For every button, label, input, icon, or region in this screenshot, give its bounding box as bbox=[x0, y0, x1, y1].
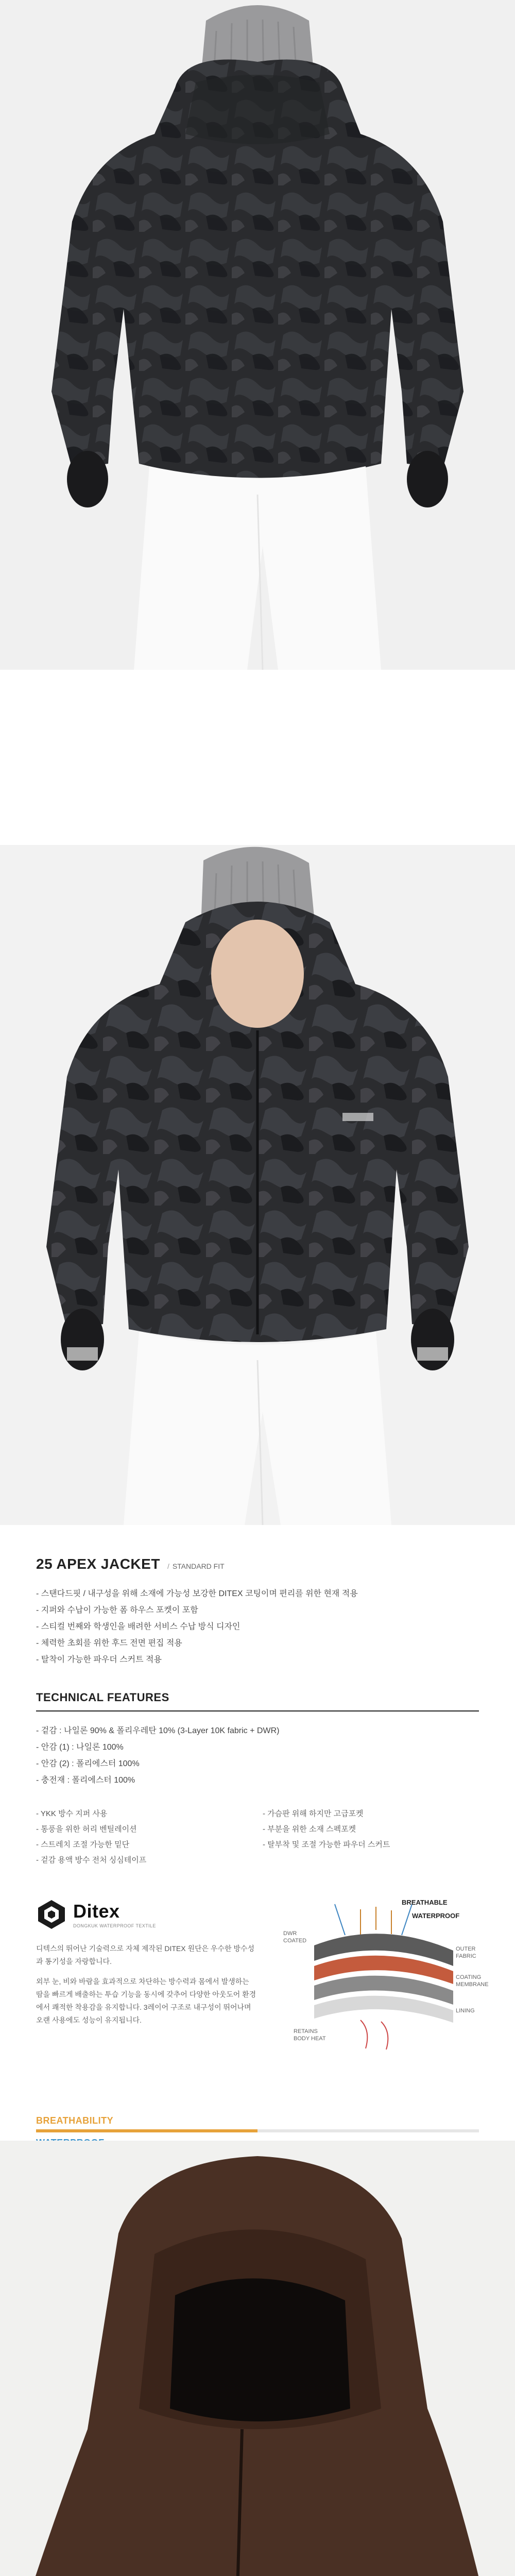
material-item: - 겉감 : 나일론 90% & 폴리우레탄 10% (3-Layer 10K fabric + DWR) bbox=[36, 1726, 280, 1735]
feature-grid bbox=[36, 1806, 479, 1868]
feature-item: - 부분을 위한 소재 스펙포켓 bbox=[263, 1825, 356, 1834]
fit-tag: / STANDARD FIT bbox=[167, 1562, 225, 1570]
feature-item bbox=[263, 1853, 479, 1868]
feature-item: - YKK 방수 지퍼 사용 bbox=[36, 1809, 108, 1818]
ditex-desc-paragraph: 디텍스의 뛰어난 기술력으로 자체 제작된 DITEX 원단은 우수한 방수성과 통기성을 자랑합니다. bbox=[36, 1944, 254, 1965]
overview-item: - 지퍼와 수납이 가능한 폼 하우스 포켓이 포함 bbox=[36, 1606, 198, 1615]
ditex-block bbox=[36, 1899, 489, 2115]
breathability-bar bbox=[36, 2129, 258, 2132]
feature-item: - 스트레치 조절 가능한 밑단 bbox=[36, 1840, 130, 1849]
fabric-layer-diagram bbox=[283, 1899, 489, 2054]
feature-item: - 탈부착 및 조절 가능한 파우더 스커트 bbox=[263, 1840, 390, 1849]
overview-item: - 스티컬 번째와 학생인을 배려한 서비스 수납 방식 디자인 bbox=[36, 1622, 241, 1631]
breathability-label: BREATHABILITY bbox=[36, 2115, 114, 2126]
technical-heading: TECHNICAL FEATURES bbox=[36, 1691, 169, 1704]
overview-list bbox=[36, 1586, 479, 1668]
ditex-subtitle: DONGKUK WATERPROOF TEXTILE bbox=[73, 1923, 156, 1928]
diagram-label-lining: LINING bbox=[456, 2008, 475, 2014]
overview-item: - 스탠다드핏 / 내구성을 위해 소재에 가능성 보강한 DITEX 코팅이며 편리를 위한 현재 적용 bbox=[36, 1589, 358, 1598]
spec-section bbox=[0, 1525, 515, 2141]
material-item: - 안감 (2) : 폴리에스터 100% bbox=[36, 1759, 140, 1768]
product-photo-front bbox=[0, 845, 515, 1525]
ditex-logo-icon bbox=[36, 1899, 67, 1930]
feature-item: - 겉감 용액 방수 전처 싱심테이프 bbox=[36, 1856, 147, 1865]
overview-item: - 탈착이 가능한 파우더 스커트 적용 bbox=[36, 1655, 162, 1664]
ditex-brand: Ditex bbox=[73, 1901, 120, 1922]
fit-label: STANDARD FIT bbox=[172, 1562, 225, 1570]
diagram-label-breathable: BREATHABLE bbox=[402, 1899, 448, 1906]
material-item: - 충전재 : 폴리에스터 100% bbox=[36, 1776, 135, 1785]
feature-item: - 가슴판 위해 하지만 고급포켓 bbox=[263, 1809, 364, 1818]
diagram-label-outer: OUTER FABRIC bbox=[456, 1946, 476, 1959]
product-photo-hood bbox=[0, 2141, 515, 2576]
ditex-desc-paragraph: 외부 눈, 비와 바람을 효과적으로 차단하는 방수력과 몸에서 발생하는 땀을 빠르게 배출하는 투습 기능을 동시에 갖추어 다양한 아웃도어 환경에서 쾌적한 착용감을 유지합니다. 3레이어 구조로 내구성이 뛰어나며 오랜 사용에도 성능이 유지됩니다. bbox=[36, 1977, 256, 2024]
overview-item: - 체력한 초회를 위한 후드 전면 편집 적용 bbox=[36, 1639, 182, 1648]
heading-divider bbox=[36, 1710, 479, 1711]
diagram-label-waterproof: WATERPROOF bbox=[412, 1912, 460, 1920]
feature-item: - 통풍을 위한 허리 벤틸레이션 bbox=[36, 1825, 137, 1834]
diagram-label-coating: COATING MEMBRANE bbox=[456, 1974, 489, 1988]
breathability-track bbox=[36, 2129, 479, 2132]
product-title: 25 APEX JACKET bbox=[36, 1556, 160, 1572]
product-photo-back bbox=[0, 0, 515, 670]
material-list bbox=[36, 1723, 479, 1789]
diagram-label-dwr: DWR COATED bbox=[283, 1930, 307, 1944]
material-item: - 안감 (1) : 나일론 100% bbox=[36, 1743, 124, 1752]
diagram-label-retains: RETAINS BODY HEAT bbox=[294, 2028, 326, 2042]
ditex-description bbox=[36, 1942, 258, 2027]
product-title-row bbox=[36, 1556, 479, 1572]
